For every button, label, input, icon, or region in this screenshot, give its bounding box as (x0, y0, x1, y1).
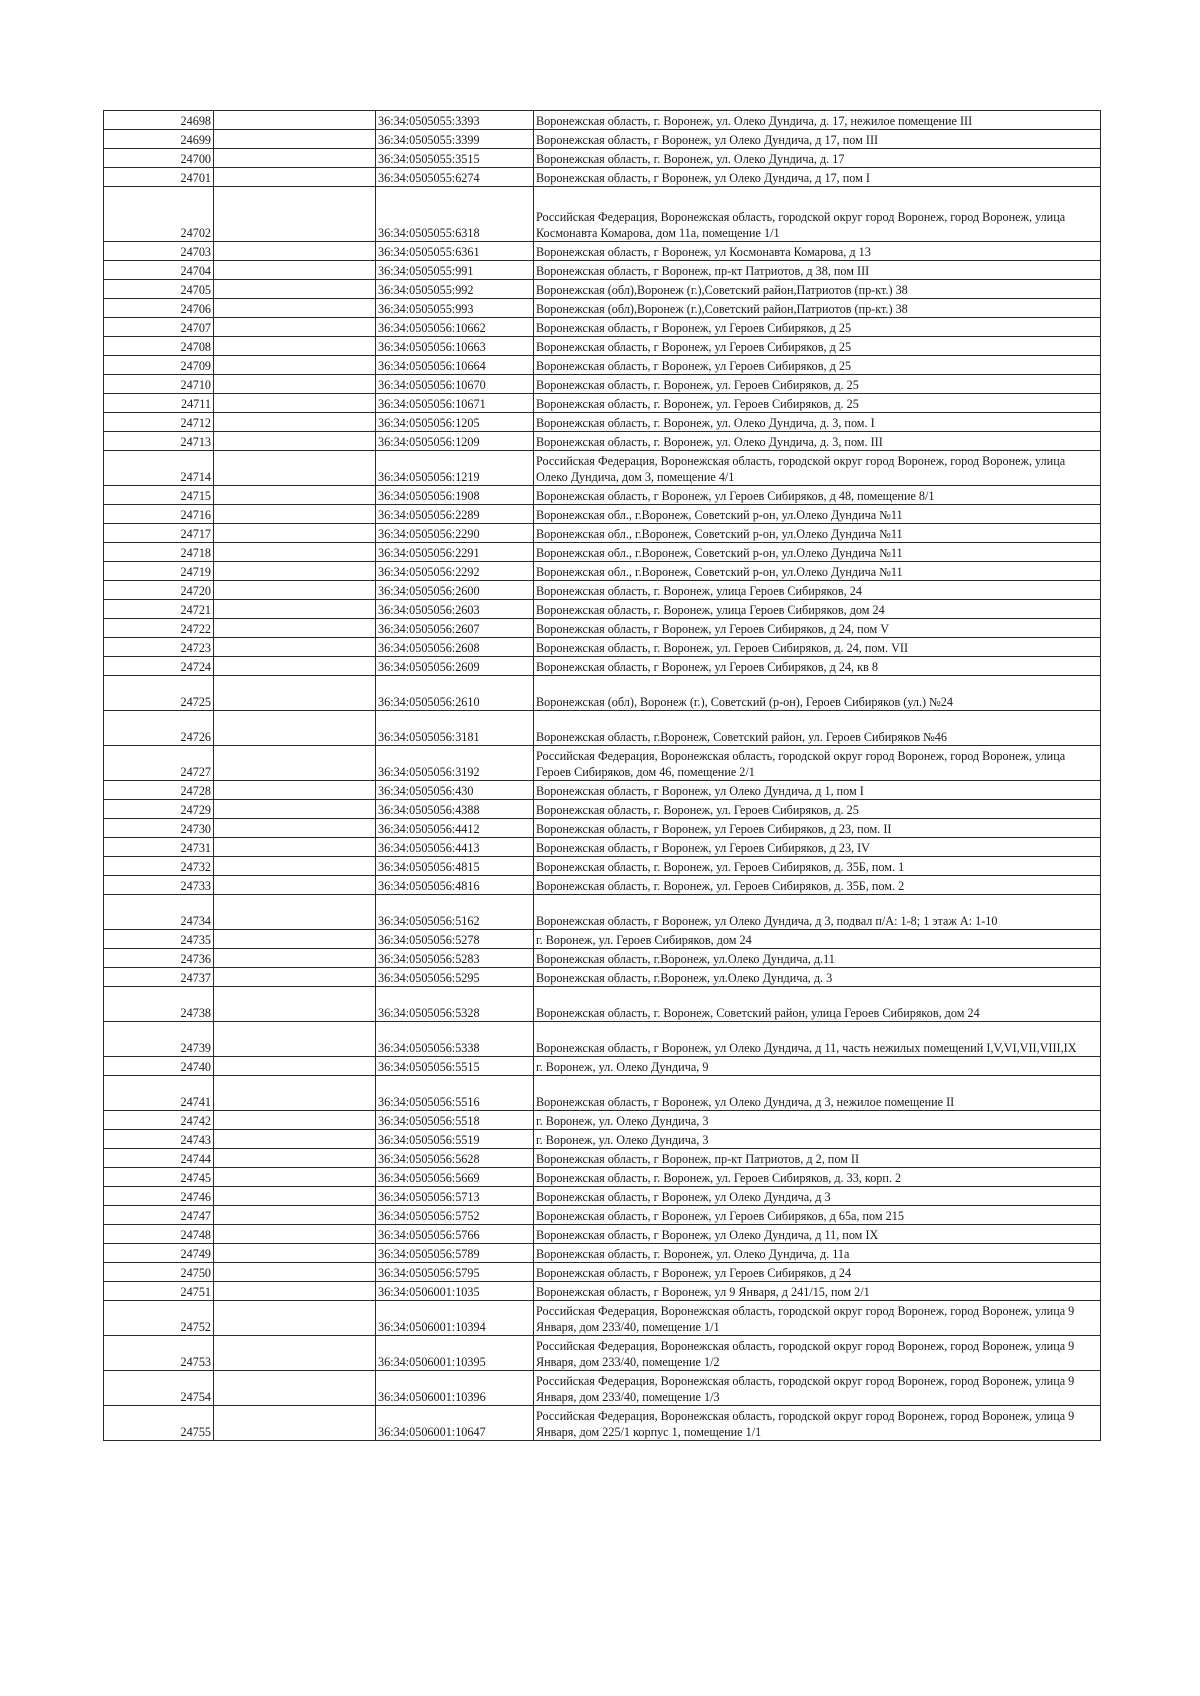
empty-cell (214, 187, 376, 242)
row-number-cell: 24721 (104, 600, 214, 619)
cadastral-number-cell: 36:34:0505056:2291 (376, 543, 534, 562)
table-row (104, 1111, 1101, 1130)
row-number-cell: 24727 (104, 746, 214, 781)
address-cell: Воронежская область, г Воронеж, ул Героев Сибиряков, д 48, помещение 8/1 (534, 486, 1101, 505)
table-row (104, 168, 1101, 187)
cadastral-number-cell: 36:34:0505055:6361 (376, 242, 534, 261)
row-number-cell: 24753 (104, 1336, 214, 1371)
address-cell: Российская Федерация, Воронежская область, городской округ город Воронеж, город Воронеж, улица Космонавта Комарова, дом 11а, помещение 1/1 (534, 187, 1101, 242)
cadastral-number-cell: 36:34:0505056:5628 (376, 1149, 534, 1168)
row-number-cell: 24703 (104, 242, 214, 261)
row-number-cell: 24713 (104, 432, 214, 451)
empty-cell (214, 838, 376, 857)
empty-cell (214, 800, 376, 819)
table-row (104, 711, 1101, 746)
address-cell: Воронежская область, г. Воронеж, ул. Олеко Дундича, д. 3, пом. III (534, 432, 1101, 451)
empty-cell (214, 1301, 376, 1336)
empty-cell (214, 1282, 376, 1301)
address-cell: Воронежская область, г Воронеж, ул Олеко Дундича, д 3 (534, 1187, 1101, 1206)
table-row (104, 187, 1101, 242)
table-row (104, 1149, 1101, 1168)
table-row (104, 619, 1101, 638)
table-row (104, 876, 1101, 895)
address-cell: Воронежская область, г. Воронеж, ул. Героев Сибиряков, д. 33, корп. 2 (534, 1168, 1101, 1187)
empty-cell (214, 337, 376, 356)
empty-cell (214, 1111, 376, 1130)
table-row (104, 1406, 1101, 1441)
row-number-cell: 24732 (104, 857, 214, 876)
address-cell: Воронежская область, г Воронеж, ул Героев Сибиряков, д 23, IV (534, 838, 1101, 857)
table-row (104, 1336, 1101, 1371)
table-row (104, 413, 1101, 432)
cadastral-number-cell: 36:34:0505056:5283 (376, 949, 534, 968)
table-row (104, 1076, 1101, 1111)
row-number-cell: 24735 (104, 930, 214, 949)
table-row (104, 638, 1101, 657)
row-number-cell: 24733 (104, 876, 214, 895)
empty-cell (214, 413, 376, 432)
row-number-cell: 24742 (104, 1111, 214, 1130)
empty-cell (214, 1076, 376, 1111)
empty-cell (214, 1244, 376, 1263)
address-cell: Воронежская область, г Воронеж, ул Героев Сибиряков, д 24, пом V (534, 619, 1101, 638)
cadastral-number-cell: 36:34:0505056:10671 (376, 394, 534, 413)
empty-cell (214, 280, 376, 299)
row-number-cell: 24750 (104, 1263, 214, 1282)
address-cell: Воронежская область, г Воронеж, ул Героев Сибиряков, д 25 (534, 318, 1101, 337)
cadastral-number-cell: 36:34:0505056:10662 (376, 318, 534, 337)
row-number-cell: 24707 (104, 318, 214, 337)
row-number-cell: 24729 (104, 800, 214, 819)
table-row (104, 261, 1101, 280)
row-number-cell: 24740 (104, 1057, 214, 1076)
address-cell: Воронежская область, г Воронеж, пр-кт Патриотов, д 38, пом III (534, 261, 1101, 280)
row-number-cell: 24744 (104, 1149, 214, 1168)
empty-cell (214, 781, 376, 800)
empty-cell (214, 1406, 376, 1441)
row-number-cell: 24710 (104, 375, 214, 394)
empty-cell (214, 432, 376, 451)
address-cell: г. Воронеж, ул. Героев Сибиряков, дом 24 (534, 930, 1101, 949)
table-row (104, 337, 1101, 356)
row-number-cell: 24723 (104, 638, 214, 657)
empty-cell (214, 638, 376, 657)
row-number-cell: 24711 (104, 394, 214, 413)
address-cell: Воронежская (обл),Воронеж (г.),Советский район,Патриотов (пр-кт.) 38 (534, 299, 1101, 318)
cadastral-number-cell: 36:34:0505056:2603 (376, 600, 534, 619)
table-row (104, 486, 1101, 505)
empty-cell (214, 486, 376, 505)
empty-cell (214, 1022, 376, 1057)
empty-cell (214, 857, 376, 876)
cadastral-number-cell: 36:34:0506001:10396 (376, 1371, 534, 1406)
cadastral-number-cell: 36:34:0505056:2608 (376, 638, 534, 657)
cadastral-number-cell: 36:34:0505056:2607 (376, 619, 534, 638)
cadastral-number-cell: 36:34:0505056:5162 (376, 895, 534, 930)
empty-cell (214, 524, 376, 543)
cadastral-number-cell: 36:34:0505056:5519 (376, 1130, 534, 1149)
cadastral-number-cell: 36:34:0505056:3192 (376, 746, 534, 781)
row-number-cell: 24708 (104, 337, 214, 356)
table-row (104, 1206, 1101, 1225)
cadastral-number-cell: 36:34:0505056:10664 (376, 356, 534, 375)
address-cell: Воронежская область, г.Воронеж, Советский район, ул. Героев Сибиряков №46 (534, 711, 1101, 746)
table-row (104, 1301, 1101, 1336)
table-row (104, 1371, 1101, 1406)
table-row (104, 930, 1101, 949)
cadastral-number-cell: 36:34:0505056:3181 (376, 711, 534, 746)
cadastral-register-table (103, 110, 1101, 1441)
table-row (104, 781, 1101, 800)
address-cell: Воронежская область, г. Воронеж, Советский район, улица Героев Сибиряков, дом 24 (534, 987, 1101, 1022)
cadastral-number-cell: 36:34:0505056:4815 (376, 857, 534, 876)
address-cell: Российская Федерация, Воронежская область, городской округ город Воронеж, город Воронеж, улица 9 Января, дом 225/1 корпус 1, помещение 1/1 (534, 1406, 1101, 1441)
empty-cell (214, 1225, 376, 1244)
row-number-cell: 24731 (104, 838, 214, 857)
empty-cell (214, 1057, 376, 1076)
cadastral-number-cell: 36:34:0505056:5278 (376, 930, 534, 949)
empty-cell (214, 543, 376, 562)
row-number-cell: 24755 (104, 1406, 214, 1441)
address-cell: Воронежская область, г. Воронеж, ул. Героев Сибиряков, д. 25 (534, 800, 1101, 819)
address-cell: Воронежская область, г. Воронеж, ул. Олеко Дундича, д. 17, нежилое помещение III (534, 111, 1101, 130)
address-cell: Российская Федерация, Воронежская область, городской округ город Воронеж, город Воронеж, улица 9 Января, дом 233/40, помещение 1/3 (534, 1371, 1101, 1406)
cadastral-number-cell: 36:34:0506001:10395 (376, 1336, 534, 1371)
cadastral-number-cell: 36:34:0505056:5766 (376, 1225, 534, 1244)
row-number-cell: 24739 (104, 1022, 214, 1057)
row-number-cell: 24724 (104, 657, 214, 676)
address-cell: Воронежская область, г Воронеж, ул Героев Сибиряков, д 25 (534, 337, 1101, 356)
address-cell: Воронежская область, г.Воронеж, ул.Олеко Дундича, д.11 (534, 949, 1101, 968)
row-number-cell: 24700 (104, 149, 214, 168)
table-row (104, 1057, 1101, 1076)
empty-cell (214, 600, 376, 619)
table-row (104, 857, 1101, 876)
table-row (104, 819, 1101, 838)
table-row (104, 280, 1101, 299)
cadastral-number-cell: 36:34:0505056:5752 (376, 1206, 534, 1225)
row-number-cell: 24737 (104, 968, 214, 987)
address-cell: Воронежская область, г. Воронеж, ул. Героев Сибиряков, д. 24, пом. VII (534, 638, 1101, 657)
cadastral-number-cell: 36:34:0505055:3515 (376, 149, 534, 168)
address-cell: Воронежская (обл),Воронеж (г.),Советский район,Патриотов (пр-кт.) 38 (534, 280, 1101, 299)
cadastral-number-cell: 36:34:0505056:5515 (376, 1057, 534, 1076)
empty-cell (214, 111, 376, 130)
cadastral-number-cell: 36:34:0505056:2610 (376, 676, 534, 711)
table-row (104, 895, 1101, 930)
cadastral-number-cell: 36:34:0505056:5518 (376, 1111, 534, 1130)
address-cell: Воронежская (обл), Воронеж (г.), Советский (р-он), Героев Сибиряков (ул.) №24 (534, 676, 1101, 711)
address-cell: Воронежская область, г. Воронеж, ул. Героев Сибиряков, д. 25 (534, 394, 1101, 413)
table-row (104, 356, 1101, 375)
empty-cell (214, 746, 376, 781)
empty-cell (214, 1187, 376, 1206)
cadastral-number-cell: 36:34:0505056:5795 (376, 1263, 534, 1282)
address-cell: Воронежская область, г. Воронеж, улица Героев Сибиряков, 24 (534, 581, 1101, 600)
empty-cell (214, 130, 376, 149)
empty-cell (214, 356, 376, 375)
cadastral-number-cell: 36:34:0505056:5295 (376, 968, 534, 987)
empty-cell (214, 949, 376, 968)
empty-cell (214, 987, 376, 1022)
address-cell: Воронежская обл., г.Воронеж, Советский р-он, ул.Олеко Дундича №11 (534, 562, 1101, 581)
address-cell: Воронежская область, г Воронеж, ул Олеко Дундича, д 11, пом IX (534, 1225, 1101, 1244)
address-cell: Воронежская область, г Воронеж, ул Олеко Дундича, д 17, пом I (534, 168, 1101, 187)
table-row (104, 394, 1101, 413)
row-number-cell: 24701 (104, 168, 214, 187)
cadastral-number-cell: 36:34:0505056:5328 (376, 987, 534, 1022)
cadastral-number-cell: 36:34:0505056:1205 (376, 413, 534, 432)
table-row (104, 746, 1101, 781)
row-number-cell: 24714 (104, 451, 214, 486)
address-cell: Воронежская область, г.Воронеж, ул.Олеко Дундича, д. 3 (534, 968, 1101, 987)
empty-cell (214, 505, 376, 524)
row-number-cell: 24722 (104, 619, 214, 638)
row-number-cell: 24736 (104, 949, 214, 968)
row-number-cell: 24747 (104, 1206, 214, 1225)
cadastral-number-cell: 36:34:0505056:10663 (376, 337, 534, 356)
row-number-cell: 24702 (104, 187, 214, 242)
address-cell: Воронежская область, г. Воронеж, ул. Олеко Дундича, д. 17 (534, 149, 1101, 168)
table-row (104, 987, 1101, 1022)
cadastral-number-cell: 36:34:0505056:4413 (376, 838, 534, 857)
empty-cell (214, 1263, 376, 1282)
row-number-cell: 24718 (104, 543, 214, 562)
table-row (104, 432, 1101, 451)
cadastral-number-cell: 36:34:0505056:5789 (376, 1244, 534, 1263)
table-row (104, 838, 1101, 857)
table-row (104, 600, 1101, 619)
empty-cell (214, 711, 376, 746)
row-number-cell: 24741 (104, 1076, 214, 1111)
table-row (104, 1187, 1101, 1206)
empty-cell (214, 1149, 376, 1168)
empty-cell (214, 299, 376, 318)
cadastral-number-cell: 36:34:0505056:5338 (376, 1022, 534, 1057)
address-cell: Воронежская область, г Воронеж, ул Олеко Дундича, д 17, пом III (534, 130, 1101, 149)
row-number-cell: 24699 (104, 130, 214, 149)
cadastral-number-cell: 36:34:0505056:1219 (376, 451, 534, 486)
address-cell: Воронежская область, г Воронеж, ул Героев Сибиряков, д 24, кв 8 (534, 657, 1101, 676)
row-number-cell: 24726 (104, 711, 214, 746)
address-cell: Воронежская область, г Воронеж, ул 9 Января, д 241/15, пом 2/1 (534, 1282, 1101, 1301)
cadastral-number-cell: 36:34:0506001:1035 (376, 1282, 534, 1301)
cadastral-number-cell: 36:34:0505055:3399 (376, 130, 534, 149)
empty-cell (214, 968, 376, 987)
table-row (104, 111, 1101, 130)
row-number-cell: 24715 (104, 486, 214, 505)
cadastral-number-cell: 36:34:0505056:2292 (376, 562, 534, 581)
table-row (104, 524, 1101, 543)
address-cell: Воронежская область, г Воронеж, ул Героев Сибиряков, д 24 (534, 1263, 1101, 1282)
empty-cell (214, 451, 376, 486)
address-cell: Воронежская область, г. Воронеж, ул. Олеко Дундича, д. 3, пом. I (534, 413, 1101, 432)
cadastral-number-cell: 36:34:0505056:2289 (376, 505, 534, 524)
table-body (104, 111, 1101, 1441)
cadastral-number-cell: 36:34:0505055:6318 (376, 187, 534, 242)
table-row (104, 318, 1101, 337)
empty-cell (214, 1168, 376, 1187)
address-cell: Российская Федерация, Воронежская область, городской округ город Воронеж, город Воронеж, улица Героев Сибиряков, дом 46, помещение 2/1 (534, 746, 1101, 781)
row-number-cell: 24720 (104, 581, 214, 600)
cadastral-number-cell: 36:34:0505055:6274 (376, 168, 534, 187)
row-number-cell: 24728 (104, 781, 214, 800)
table-row (104, 1022, 1101, 1057)
table-row (104, 676, 1101, 711)
row-number-cell: 24716 (104, 505, 214, 524)
table-row (104, 505, 1101, 524)
table-row (104, 299, 1101, 318)
empty-cell (214, 375, 376, 394)
address-cell: Воронежская область, г Воронеж, ул Олеко Дундича, д 3, нежилое помещение II (534, 1076, 1101, 1111)
empty-cell (214, 676, 376, 711)
cadastral-number-cell: 36:34:0505055:991 (376, 261, 534, 280)
empty-cell (214, 1130, 376, 1149)
empty-cell (214, 242, 376, 261)
cadastral-number-cell: 36:34:0505056:4388 (376, 800, 534, 819)
row-number-cell: 24754 (104, 1371, 214, 1406)
table-row (104, 1282, 1101, 1301)
cadastral-number-cell: 36:34:0505056:4412 (376, 819, 534, 838)
row-number-cell: 24745 (104, 1168, 214, 1187)
empty-cell (214, 581, 376, 600)
cadastral-number-cell: 36:34:0505056:10670 (376, 375, 534, 394)
address-cell: Воронежская область, г Воронеж, ул Космонавта Комарова, д 13 (534, 242, 1101, 261)
cadastral-number-cell: 36:34:0505056:5713 (376, 1187, 534, 1206)
row-number-cell: 24712 (104, 413, 214, 432)
cadastral-number-cell: 36:34:0505056:2609 (376, 657, 534, 676)
table-row (104, 562, 1101, 581)
empty-cell (214, 1371, 376, 1406)
cadastral-number-cell: 36:34:0505056:1209 (376, 432, 534, 451)
row-number-cell: 24751 (104, 1282, 214, 1301)
address-cell: Воронежская область, г Воронеж, ул Олеко Дундича, д 1, пом I (534, 781, 1101, 800)
table-row (104, 1168, 1101, 1187)
cadastral-number-cell: 36:34:0505056:2290 (376, 524, 534, 543)
empty-cell (214, 149, 376, 168)
row-number-cell: 24725 (104, 676, 214, 711)
address-cell: Воронежская обл., г.Воронеж, Советский р-он, ул.Олеко Дундича №11 (534, 505, 1101, 524)
table-row (104, 130, 1101, 149)
address-cell: Воронежская область, г Воронеж, ул Олеко Дундича, д 11, часть нежилых помещений I,V,VI,VII,VIII,IX (534, 1022, 1101, 1057)
address-cell: Воронежская область, г Воронеж, ул Героев Сибиряков, д 25 (534, 356, 1101, 375)
empty-cell (214, 1336, 376, 1371)
cadastral-number-cell: 36:34:0506001:10647 (376, 1406, 534, 1441)
address-cell: г. Воронеж, ул. Олеко Дундича, 3 (534, 1130, 1101, 1149)
empty-cell (214, 394, 376, 413)
table-row (104, 543, 1101, 562)
table-row (104, 242, 1101, 261)
address-cell: Воронежская область, г. Воронеж, ул. Героев Сибиряков, д. 25 (534, 375, 1101, 394)
table-row (104, 1263, 1101, 1282)
address-cell: Воронежская область, г. Воронеж, ул. Героев Сибиряков, д. 35Б, пом. 1 (534, 857, 1101, 876)
cadastral-number-cell: 36:34:0506001:10394 (376, 1301, 534, 1336)
cadastral-number-cell: 36:34:0505056:5669 (376, 1168, 534, 1187)
address-cell: Воронежская область, г Воронеж, ул Героев Сибиряков, д 65а, пом 215 (534, 1206, 1101, 1225)
empty-cell (214, 819, 376, 838)
cadastral-number-cell: 36:34:0505055:3393 (376, 111, 534, 130)
table-row (104, 657, 1101, 676)
cadastral-number-cell: 36:34:0505056:2600 (376, 581, 534, 600)
table-row (104, 451, 1101, 486)
table-row (104, 581, 1101, 600)
empty-cell (214, 876, 376, 895)
empty-cell (214, 318, 376, 337)
row-number-cell: 24719 (104, 562, 214, 581)
empty-cell (214, 930, 376, 949)
empty-cell (214, 261, 376, 280)
address-cell: Российская Федерация, Воронежская область, городской округ город Воронеж, город Воронеж, улица Олеко Дундича, дом 3, помещение 4/1 (534, 451, 1101, 486)
row-number-cell: 24752 (104, 1301, 214, 1336)
row-number-cell: 24705 (104, 280, 214, 299)
table-row (104, 1130, 1101, 1149)
address-cell: Воронежская область, г Воронеж, ул Героев Сибиряков, д 23, пом. II (534, 819, 1101, 838)
row-number-cell: 24734 (104, 895, 214, 930)
table-row (104, 1225, 1101, 1244)
table-row (104, 375, 1101, 394)
row-number-cell: 24698 (104, 111, 214, 130)
empty-cell (214, 657, 376, 676)
row-number-cell: 24706 (104, 299, 214, 318)
address-cell: Российская Федерация, Воронежская область, городской округ город Воронеж, город Воронеж, улица 9 Января, дом 233/40, помещение 1/1 (534, 1301, 1101, 1336)
empty-cell (214, 619, 376, 638)
row-number-cell: 24717 (104, 524, 214, 543)
empty-cell (214, 1206, 376, 1225)
row-number-cell: 24738 (104, 987, 214, 1022)
cadastral-number-cell: 36:34:0505056:1908 (376, 486, 534, 505)
cadastral-number-cell: 36:34:0505055:993 (376, 299, 534, 318)
table-row (104, 1244, 1101, 1263)
address-cell: Воронежская область, г Воронеж, пр-кт Патриотов, д 2, пом II (534, 1149, 1101, 1168)
address-cell: Воронежская обл., г.Воронеж, Советский р-он, ул.Олеко Дундича №11 (534, 524, 1101, 543)
table-row (104, 968, 1101, 987)
address-cell: Российская Федерация, Воронежская область, городской округ город Воронеж, город Воронеж, улица 9 Января, дом 233/40, помещение 1/2 (534, 1336, 1101, 1371)
table-row (104, 149, 1101, 168)
empty-cell (214, 562, 376, 581)
row-number-cell: 24730 (104, 819, 214, 838)
cadastral-number-cell: 36:34:0505056:5516 (376, 1076, 534, 1111)
row-number-cell: 24709 (104, 356, 214, 375)
row-number-cell: 24704 (104, 261, 214, 280)
address-cell: Воронежская область, г. Воронеж, улица Героев Сибиряков, дом 24 (534, 600, 1101, 619)
row-number-cell: 24748 (104, 1225, 214, 1244)
table-row (104, 949, 1101, 968)
address-cell: Воронежская область, г. Воронеж, ул. Героев Сибиряков, д. 35Б, пом. 2 (534, 876, 1101, 895)
empty-cell (214, 168, 376, 187)
row-number-cell: 24743 (104, 1130, 214, 1149)
address-cell: Воронежская обл., г.Воронеж, Советский р-он, ул.Олеко Дундича №11 (534, 543, 1101, 562)
cadastral-number-cell: 36:34:0505056:4816 (376, 876, 534, 895)
row-number-cell: 24749 (104, 1244, 214, 1263)
address-cell: Воронежская область, г Воронеж, ул Олеко Дундича, д 3, подвал п/А: 1-8; 1 этаж А: 1-10 (534, 895, 1101, 930)
address-cell: Воронежская область, г. Воронеж, ул. Олеко Дундича, д. 11а (534, 1244, 1101, 1263)
address-cell: г. Воронеж, ул. Олеко Дундича, 3 (534, 1111, 1101, 1130)
cadastral-number-cell: 36:34:0505056:430 (376, 781, 534, 800)
table-row (104, 800, 1101, 819)
cadastral-number-cell: 36:34:0505055:992 (376, 280, 534, 299)
row-number-cell: 24746 (104, 1187, 214, 1206)
empty-cell (214, 895, 376, 930)
address-cell: г. Воронеж, ул. Олеко Дундича, 9 (534, 1057, 1101, 1076)
